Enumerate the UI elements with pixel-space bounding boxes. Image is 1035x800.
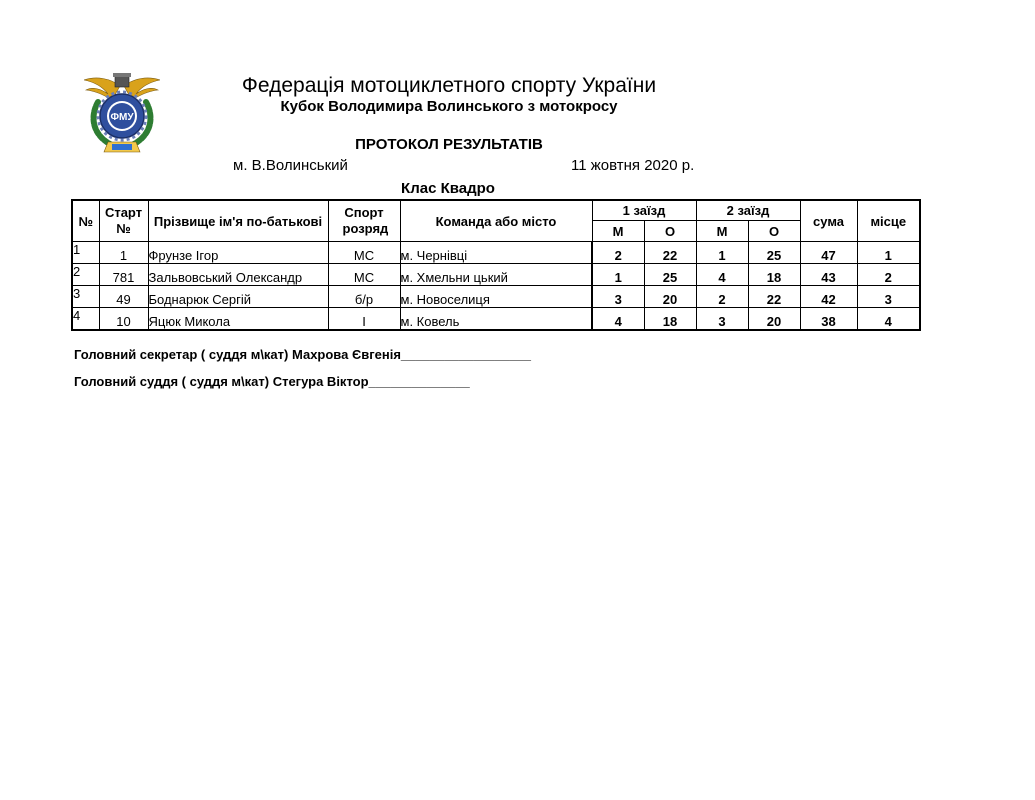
cell-start: 10 [99, 308, 148, 331]
header-team: Команда або місто [400, 200, 592, 242]
event-city: м. В.Волинський [233, 157, 348, 174]
table-row [72, 308, 920, 331]
cell-race-1-o: 22 [644, 242, 696, 264]
header-race-1: 1 заїзд [592, 200, 696, 221]
cell-rank: МС [328, 242, 400, 264]
header-no: № [72, 200, 99, 242]
header-rank: Спорт розряд [328, 200, 400, 242]
table-row [72, 242, 920, 264]
emblem-text: ФМУ [110, 112, 134, 123]
results-table [71, 199, 921, 331]
cell-sum: 43 [800, 264, 857, 286]
cell-sum: 47 [800, 242, 857, 264]
cell-race-1-m: 4 [592, 308, 644, 331]
cell-start: 781 [99, 264, 148, 286]
cell-name: Фрунзе Ігор [148, 242, 328, 264]
cell-race-1-o: 25 [644, 264, 696, 286]
cell-race-2-m: 1 [696, 242, 748, 264]
cell-team: м. Ковель [400, 308, 592, 331]
cell-start: 1 [99, 242, 148, 264]
header-name: Прізвище ім'я по-батькові [148, 200, 328, 242]
cell-name: Яцюк Микола [148, 308, 328, 331]
table-row [72, 286, 920, 308]
cell-team: м. Новоселиця [400, 286, 592, 308]
cell-race-2-m: 3 [696, 308, 748, 331]
cell-team: м. Хмельни цький [400, 264, 592, 286]
chief-secretary-line: Головний секретар ( суддя м\кат) Махрова Євгенія__________________ [74, 347, 532, 362]
header-race-1-o: О [644, 221, 696, 242]
cell-place: 4 [857, 308, 920, 331]
cell-no: 4 [72, 308, 99, 331]
cell-no: 1 [72, 242, 99, 264]
header-race-1-m: М [592, 221, 644, 242]
header-place: місце [857, 200, 920, 242]
cell-race-1-m: 3 [592, 286, 644, 308]
cell-place: 1 [857, 242, 920, 264]
header-race-2: 2 заїзд [696, 200, 800, 221]
cell-name: Зальвовський Олександр [148, 264, 328, 286]
table-row [72, 264, 920, 286]
cell-place: 3 [857, 286, 920, 308]
header-sum: сума [800, 200, 857, 242]
cell-rank: І [328, 308, 400, 331]
cell-race-1-o: 18 [644, 308, 696, 331]
cell-no: 3 [72, 286, 99, 308]
cell-sum: 38 [800, 308, 857, 331]
cell-race-1-m: 1 [592, 264, 644, 286]
cell-no: 2 [72, 264, 99, 286]
cell-team: м. Чернівці [400, 242, 592, 264]
federation-title: Федерація мотоциклетного спорту України [241, 74, 657, 97]
protocol-title: ПРОТОКОЛ РЕЗУЛЬТАТІВ [355, 136, 543, 153]
cell-rank: б/р [328, 286, 400, 308]
cup-title: Кубок Володимира Волинського з мотокросу [280, 98, 618, 115]
cell-race-2-m: 2 [696, 286, 748, 308]
cell-rank: МС [328, 264, 400, 286]
event-date: 11 жовтня 2020 р. [571, 157, 695, 174]
cell-race-2-o: 22 [748, 286, 800, 308]
cell-race-1-m: 2 [592, 242, 644, 264]
cell-name: Боднарюк Сергій [148, 286, 328, 308]
cell-race-2-o: 18 [748, 264, 800, 286]
cell-place: 2 [857, 264, 920, 286]
cell-race-2-m: 4 [696, 264, 748, 286]
cell-sum: 42 [800, 286, 857, 308]
class-title: Клас Квадро [401, 180, 495, 197]
header-race-2-o: О [748, 221, 800, 242]
cell-race-2-o: 20 [748, 308, 800, 331]
chief-judge-line: Головний суддя ( суддя м\кат) Стегура Віктор______________ [74, 374, 470, 389]
header-race-2-m: М [696, 221, 748, 242]
cell-race-1-o: 20 [644, 286, 696, 308]
header-start: Старт № [99, 200, 148, 242]
cell-start: 49 [99, 286, 148, 308]
cell-race-2-o: 25 [748, 242, 800, 264]
